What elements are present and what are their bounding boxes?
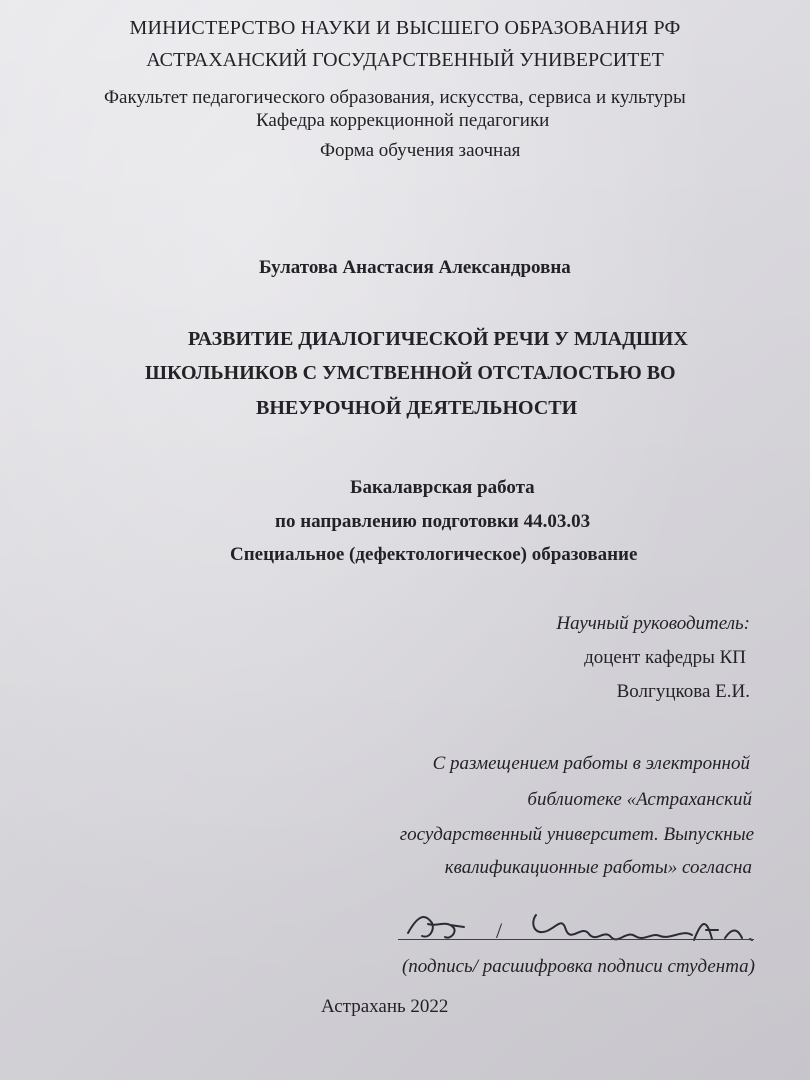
work-specialty: Специальное (дефектологическое) образование xyxy=(230,544,638,565)
work-direction: по направлению подготовки 44.03.03 xyxy=(275,511,591,532)
consent-line-3: государственный университет. Выпускные xyxy=(399,824,754,845)
faculty-line: Факультет педагогического образования, искусства, сервиса и культуры xyxy=(104,87,686,108)
city-year: Астрахань 2022 xyxy=(321,996,449,1017)
student-signature xyxy=(390,905,765,953)
work-type: Бакалаврская работа xyxy=(350,477,535,498)
author-name: Булатова Анастасия Александровна xyxy=(259,257,571,278)
supervisor-name: Волгуцкова Е.И. xyxy=(616,681,750,702)
supervisor-position: доцент кафедры КП xyxy=(584,647,746,668)
thesis-title-line-3: ВНЕУРОЧНОЙ ДЕЯТЕЛЬНОСТИ xyxy=(256,397,578,419)
department-line: Кафедра коррекционной педагогики xyxy=(256,110,550,131)
study-form-line: Форма обучения заочная xyxy=(320,140,521,161)
thesis-title-line-2: ШКОЛЬНИКОВ С УМСТВЕННОЙ ОТСТАЛОСТЬЮ ВО xyxy=(145,362,676,384)
consent-line-2: библиотеке «Астраханский xyxy=(527,789,752,810)
consent-line-4: квалификационные работы» согласна xyxy=(444,857,752,878)
signature-underline xyxy=(398,939,754,940)
university-heading: АСТРАХАНСКИЙ ГОСУДАРСТВЕННЫЙ УНИВЕРСИТЕТ xyxy=(146,49,664,71)
ministry-heading: МИНИСТЕРСТВО НАУКИ И ВЫСШЕГО ОБРАЗОВАНИЯ РФ xyxy=(129,17,681,39)
signature-separator: / xyxy=(496,918,503,943)
signature-caption: (подпись/ расшифровка подписи студента) xyxy=(401,956,755,977)
thesis-title-line-1: РАЗВИТИЕ ДИАЛОГИЧЕСКОЙ РЕЧИ У МЛАДШИХ xyxy=(188,328,688,350)
consent-line-1: С размещением работы в электронной xyxy=(432,753,750,774)
supervisor-label: Научный руководитель: xyxy=(556,613,750,634)
